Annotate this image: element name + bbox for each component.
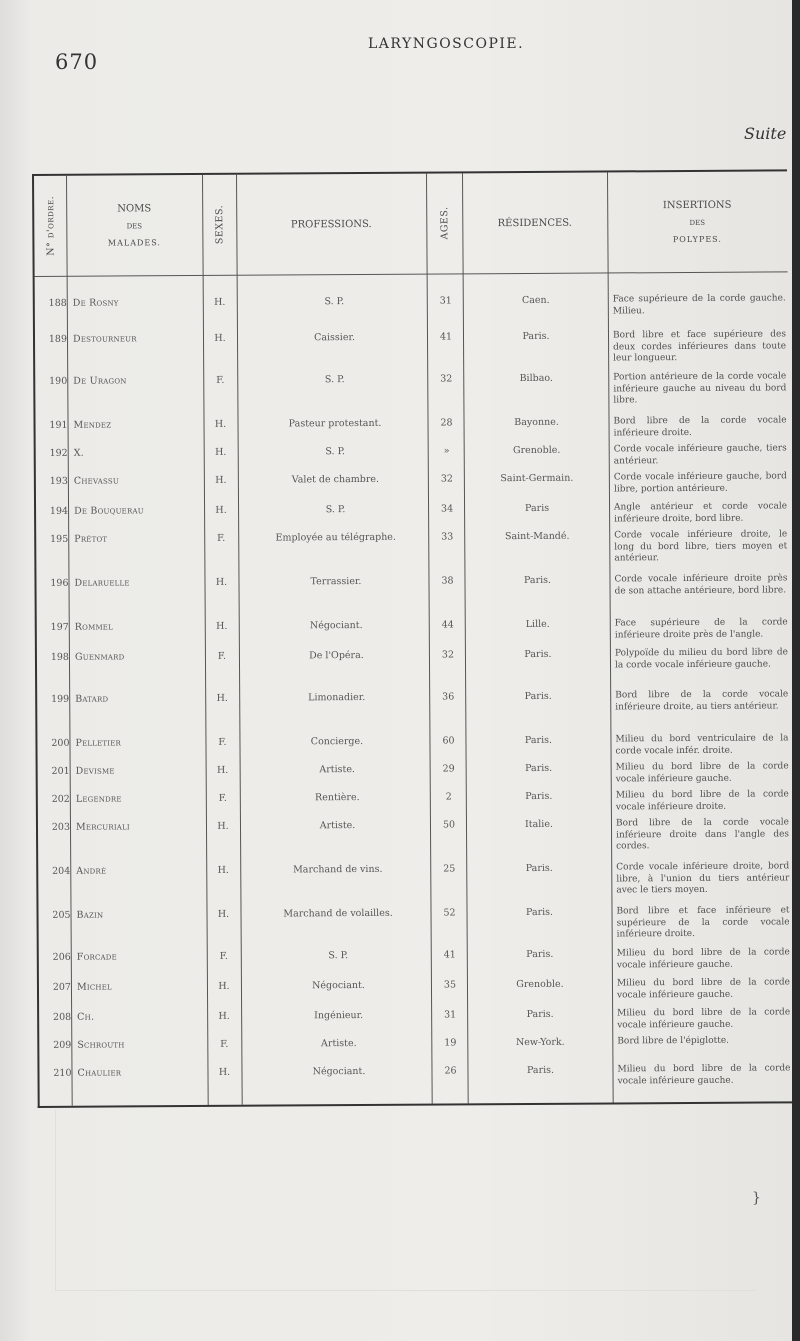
column-divider <box>66 176 73 1106</box>
column-divider <box>462 173 469 1103</box>
table-row: 204 André H. Marchand de vins. 25 Paris. Corde vocale inférieure droite, bord libre, à l'union du tiers antérieur avec le tiers moyen. <box>52 861 790 896</box>
table-row: 197 Rommel H. Négociant. 44 Lille. Face supérieure de la corde inférieure droite près de l'angle. <box>50 617 788 640</box>
header-age: AGES. <box>438 206 450 241</box>
column-divider <box>202 175 209 1105</box>
page-number: 670 <box>55 50 99 74</box>
table-row: 188 De Rosny H. S. P. 31 Caen. Face supérieure de la corde gauche. Milieu. <box>48 293 786 316</box>
header-residence: RÉSIDENCES. <box>497 217 572 229</box>
column-divider <box>426 174 433 1104</box>
table-row: 195 Prétot F. Employée au télégraphe. 33 Saint-Mandé. Corde vocale inférieure droite, le long du bord libre, tiers moyen et antérieur. <box>50 529 788 564</box>
table-row: 203 Mercuriali H. Artiste. 50 Italie. Bord libre de la corde vocale inférieure droite dans l'angle des cordes. <box>51 817 790 852</box>
header-number: N° d'ordre. <box>44 195 56 256</box>
header-insertion: INSERTIONS des POLYPES. <box>662 199 732 244</box>
header-name: NOMS des MALADES. <box>107 202 161 248</box>
header-sex: SEXES. <box>213 205 225 245</box>
table-row: 201 Devisme H. Artiste. 29 Paris. Milieu du bord libre de la corde vocale inférieure gauche. <box>51 761 789 784</box>
blank-page-area <box>55 1110 756 1291</box>
header-profession: PROFESSIONS. <box>290 218 372 230</box>
table-row: 200 Pelletier F. Concierge. 60 Paris. Milieu du bord ventriculaire de la corde vocale infér. droite. <box>51 733 789 756</box>
table-row: 194 De Bouquerau H. S. P. 34 Paris Angle antérieur et corde vocale inférieure droite, bord libre. <box>49 501 788 524</box>
column-divider <box>236 175 243 1105</box>
table-row: 202 Legendre F. Rentière. 2 Paris. Milieu du bord libre de la corde vocale inférieure droite. <box>51 789 789 812</box>
table-row: 210 Chaulier H. Négociant. 26 Paris. Milieu du bord libre de la corde vocale inférieure gauche. <box>53 1063 791 1086</box>
table-header <box>34 171 788 277</box>
table-row: 206 Forcade F. S. P. 41 Paris. Milieu du bord libre de la corde vocale inférieure gauche. <box>52 947 790 970</box>
running-title: LARYNGOSCOPIE. <box>368 36 525 52</box>
table-row: 192 X. H. S. P. » Grenoble. Corde vocale inférieure gauche, tiers antérieur. <box>49 443 787 466</box>
table-row: 190 De Uragon F. S. P. 32 Bilbao. Portion antérieure de la corde vocale inférieure gauche au niveau du bord libre. <box>49 371 787 406</box>
table-row: 196 Delaruelle H. Terrassier. 38 Paris. Corde vocale inférieure droite près de son attache antérieure, bord libre. <box>50 573 788 596</box>
table-row: 209 Schrouth F. Artiste. 19 New-York. Bord libre de l'épiglotte. <box>53 1035 730 1051</box>
polyp-table <box>32 169 793 1108</box>
table-row: 199 Batard H. Limonadier. 36 Paris. Bord libre de la corde vocale inférieure droite, au tiers antérieur. <box>51 689 789 712</box>
continuation-note: Suite <box>744 124 787 143</box>
table-row: 205 Bazin H. Marchand de volailles. 52 Paris. Bord libre et face inférieure et supérieure de la corde vocale inférieure droite. <box>52 905 790 940</box>
book-binding <box>792 0 800 1341</box>
table-row: 189 Destourneur H. Caissier. 41 Paris. Bord libre et face supérieure des deux cordes inférieures dans toute leur longueur. <box>48 329 787 364</box>
table-row: 193 Chevassu H. Valet de chambre. 32 Saint-Germain. Corde vocale inférieure gauche, bord libre, portion antérieure. <box>49 471 787 494</box>
table-row: 191 Mendez H. Pasteur protestant. 28 Bayonne. Bord libre de la corde vocale inférieure droite. <box>49 415 787 438</box>
table-row: 207 Michel H. Négociant. 35 Grenoble. Milieu du bord libre de la corde vocale inférieure gauche. <box>52 977 790 1000</box>
table-row: 198 Guenmard F. De l'Opéra. 32 Paris. Polypoïde du milieu du bord libre de la corde vocale inférieure gauche. <box>50 647 788 670</box>
table-row: 208 Ch. H. Ingénieur. 31 Paris. Milieu du bord libre de la corde vocale inférieure gauche. <box>52 1007 791 1030</box>
margin-mark: } <box>752 1190 761 1206</box>
